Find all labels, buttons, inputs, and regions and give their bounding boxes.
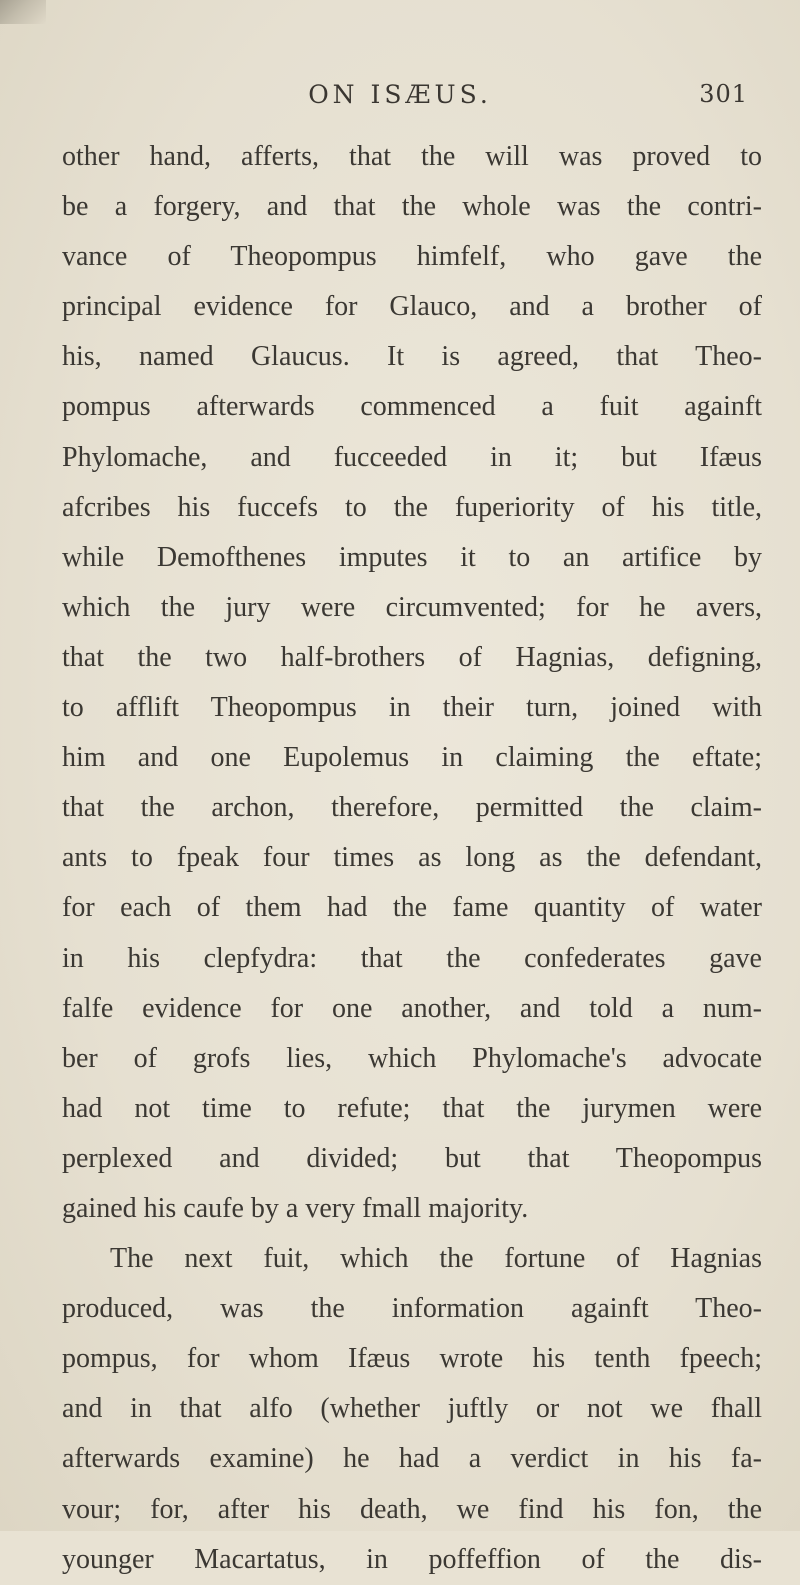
text-line: be a forgery, and that the whole was the contri- bbox=[62, 191, 762, 223]
text-line: ber of grofs lies, which Phylomache's advocate bbox=[62, 1042, 762, 1074]
text-line: Phylomache, and fucceeded in it; but Ifæus bbox=[62, 441, 762, 473]
running-head bbox=[0, 80, 800, 116]
text-line: afcribes his fuccefs to the fuperiority of his title, bbox=[62, 491, 762, 523]
text-line: that the archon, therefore, permitted the claim- bbox=[62, 792, 762, 824]
text-line: vance of Theopompus himfelf, who gave the bbox=[62, 241, 762, 273]
text-line: pompus, for whom Ifæus wrote his tenth fpeech; bbox=[62, 1343, 762, 1375]
body-text bbox=[62, 132, 762, 1585]
text-line: to afflift Theopompus in their turn, joined with bbox=[62, 692, 762, 724]
text-line: perplexed and divided; but that Theopompus bbox=[62, 1142, 762, 1174]
text-line: his, named Glaucus. It is agreed, that Theo- bbox=[62, 341, 762, 373]
text-line: him and one Eupolemus in claiming the eftate; bbox=[62, 742, 762, 774]
paragraph-end-line: gained his caufe by a very fmall majority. bbox=[62, 1192, 529, 1224]
text-line: falfe evidence for one another, and told a num- bbox=[62, 992, 762, 1024]
text-line: and in that alfo (whether juftly or not we fhall bbox=[62, 1393, 762, 1425]
page-number: 301 bbox=[699, 80, 748, 108]
text-line: ants to fpeak four times as long as the defendant, bbox=[62, 842, 762, 874]
text-line: that the two half-brothers of Hagnias, defigning, bbox=[62, 641, 762, 673]
text-line: which the jury were circumvented; for he avers, bbox=[62, 591, 762, 623]
text-line: produced, was the information againft Theo- bbox=[62, 1293, 762, 1325]
text-line: afterwards examine) he had a verdict in his fa- bbox=[62, 1443, 762, 1475]
page-corner-stain bbox=[0, 0, 46, 24]
text-line: in his clepfydra: that the confederates gave bbox=[62, 942, 762, 974]
text-line: pompus afterwards commenced a fuit againft bbox=[62, 391, 762, 423]
text-line: principal evidence for Glauco, and a brother of bbox=[62, 291, 762, 323]
text-line: other hand, afferts, that the will was proved to bbox=[62, 141, 762, 172]
paragraph-start-line: The next fuit, which the fortune of Hagnias bbox=[110, 1243, 762, 1275]
page-header-title: ON ISÆUS. bbox=[308, 80, 492, 109]
text-line: younger Macartatus, in poffeffion of the dis- bbox=[62, 1543, 762, 1575]
text-line: had not time to refute; that the jurymen were bbox=[62, 1092, 762, 1124]
text-line: vour; for, after his death, we find his fon, the bbox=[62, 1493, 762, 1525]
text-line: while Demofthenes imputes it to an artifice by bbox=[62, 541, 762, 573]
text-line: for each of them had the fame quantity of water bbox=[62, 892, 762, 924]
